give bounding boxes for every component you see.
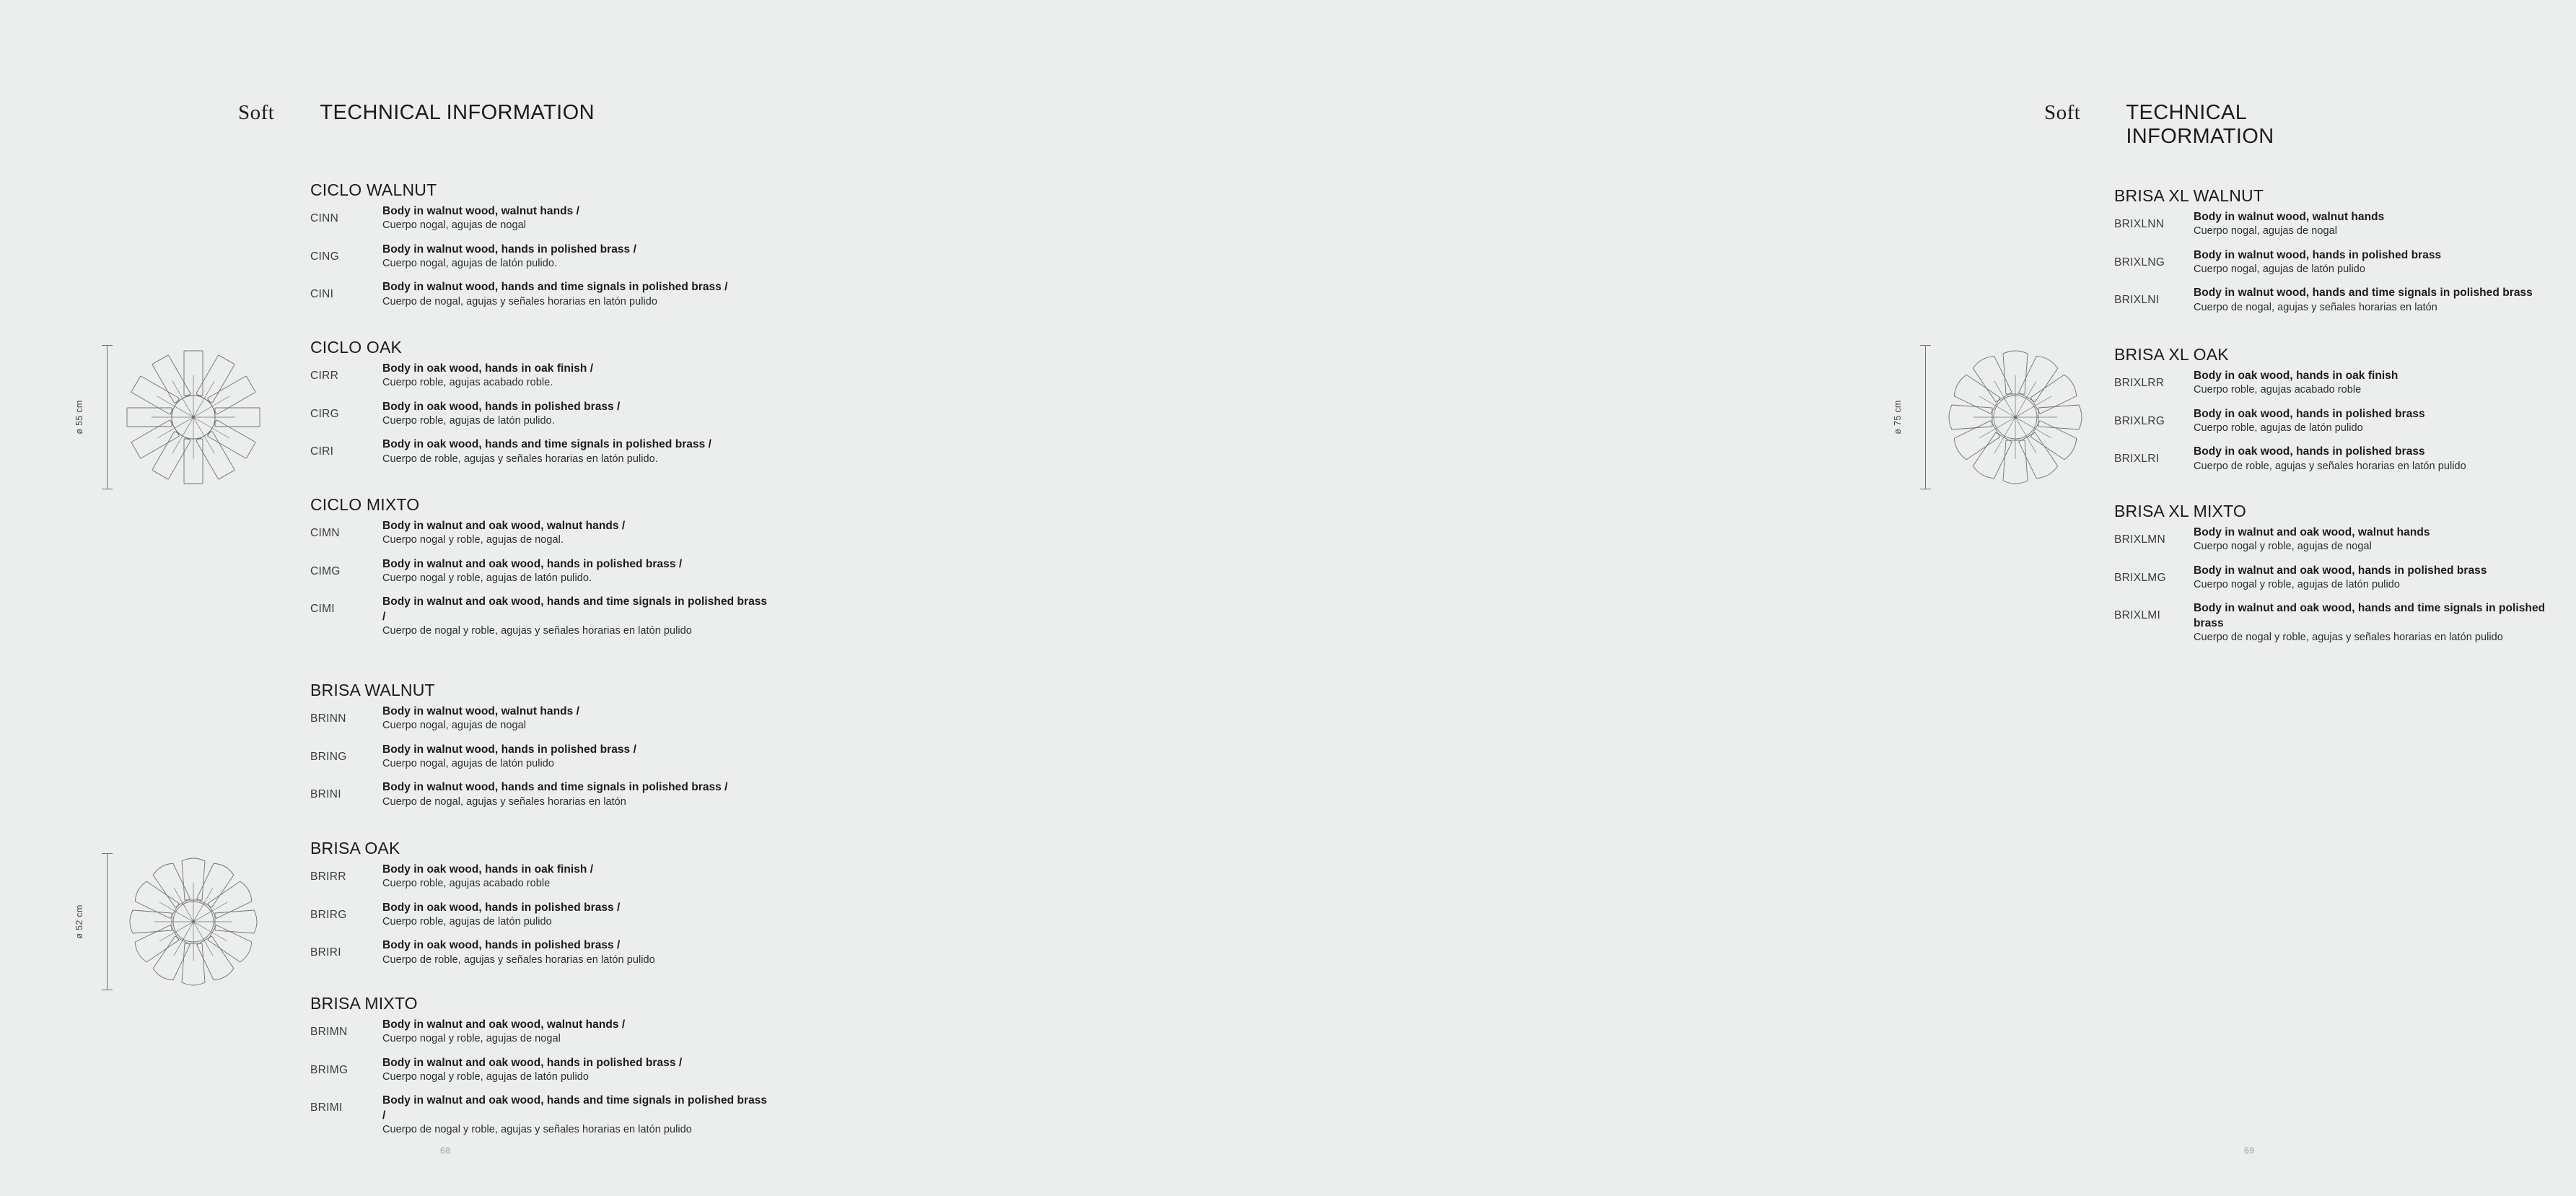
variant-code: CIMG <box>310 564 341 577</box>
variant-code: BRINI <box>310 788 341 801</box>
variant-row[interactable] <box>2114 564 2576 593</box>
variant-description-es: Cuerpo roble, agujas de latón pulido. <box>382 415 555 427</box>
group-title: BRISA XL MIXTO <box>2114 502 2247 520</box>
variant-description <box>382 1056 772 1085</box>
variant-code: BRIXLRI <box>2114 453 2160 466</box>
variant-description-es: Cuerpo roble, agujas acabado roble <box>382 878 551 890</box>
variant-code: BRIRG <box>310 908 347 921</box>
variant-description-es: Cuerpo de roble, agujas y señales horarias en latón pulido. <box>382 453 658 465</box>
variant-description-en: Body in oak wood, hands and time signals in polished brass / <box>382 438 712 451</box>
variant-description <box>2194 601 2576 645</box>
variant-description-en: Body in walnut wood, walnut hands / <box>382 205 579 217</box>
product-diagram-brisa <box>74 853 281 990</box>
variant-code: CIRI <box>310 445 334 458</box>
variant-description-en: Body in walnut wood, walnut hands / <box>382 705 579 717</box>
variant-description-en: Body in oak wood, hands in oak finish <box>2194 370 2398 382</box>
variant-description-en: Body in walnut and oak wood, hands and time signals in polished brass <box>2194 602 2546 629</box>
variant-row[interactable] <box>2114 248 2576 277</box>
variant-description-en: Body in oak wood, hands in polished brass / <box>382 901 621 914</box>
product-group-brisa-oak <box>310 839 772 977</box>
variant-description <box>2194 407 2576 436</box>
variant-code: CINI <box>310 288 334 301</box>
variant-description-es: Cuerpo de nogal, agujas y señales horarias en latón <box>382 795 626 808</box>
variant-row[interactable] <box>2114 525 2576 554</box>
variant-code: BRIRR <box>310 870 346 883</box>
page-number-left: 68 <box>440 1145 451 1156</box>
variant-description-es: Cuerpo nogal y roble, agujas de nogal <box>382 1033 561 1045</box>
variant-code: CING <box>310 250 339 263</box>
variant-description <box>2194 564 2576 593</box>
group-title: BRISA XL WALNUT <box>2114 186 2264 205</box>
dimension-indicator-brisa-xl <box>1893 345 1934 489</box>
dimension-cap-top <box>1920 345 1931 346</box>
variant-description-es: Cuerpo nogal y roble, agujas de nogal <box>2194 541 2372 553</box>
variant-description-en: Body in walnut wood, hands and time signals in polished brass / <box>382 781 728 794</box>
variant-row[interactable] <box>2114 407 2576 436</box>
variant-description <box>382 938 772 967</box>
page-header-left <box>238 101 595 125</box>
variant-row[interactable] <box>310 204 772 233</box>
variant-list <box>310 362 772 466</box>
variant-list <box>310 204 772 309</box>
product-group-brisa-mixto <box>310 994 772 1146</box>
variant-description <box>382 1094 772 1137</box>
dimension-line <box>107 345 108 489</box>
product-group-ciclo-walnut <box>310 180 772 318</box>
variant-row[interactable] <box>310 1094 772 1137</box>
variant-code: BRIMI <box>310 1101 343 1114</box>
variant-description <box>2194 525 2576 554</box>
variant-code: BRIMG <box>310 1063 349 1076</box>
variant-description-en: Body in walnut and oak wood, walnut hands <box>2194 526 2430 538</box>
variant-description-en: Body in oak wood, hands in oak finish / <box>382 863 594 876</box>
variant-row[interactable] <box>310 1056 772 1085</box>
variant-description-es: Cuerpo nogal, agujas de nogal <box>382 720 526 732</box>
brand-logo-right: Soft <box>2044 101 2081 124</box>
variant-code: BRINN <box>310 712 346 725</box>
variant-description-es: Cuerpo nogal y roble, agujas de latón pulido <box>2194 579 2400 591</box>
group-title: CICLO WALNUT <box>310 180 437 199</box>
group-title: CICLO OAK <box>310 338 403 357</box>
page-left <box>0 0 902 1196</box>
variant-description-es: Cuerpo nogal, agujas de nogal <box>382 219 526 232</box>
page-number-right: 69 <box>2244 1145 2255 1156</box>
group-title: BRISA MIXTO <box>310 994 418 1013</box>
variant-description-es: Cuerpo nogal, agujas de latón pulido <box>382 758 555 770</box>
product-group-brisa-xl-oak <box>2114 345 2576 483</box>
page-title-right: TECHNICAL INFORMATION <box>2126 101 2274 148</box>
dimension-indicator-brisa <box>74 853 115 990</box>
variant-code: BRIMN <box>310 1026 348 1038</box>
variant-description-en: Body in walnut and oak wood, hands in polished brass / <box>382 1056 683 1069</box>
variant-row[interactable] <box>2114 286 2576 315</box>
variant-description <box>382 863 772 891</box>
variant-description-en: Body in walnut wood, hands in polished brass <box>2194 248 2442 261</box>
variant-description-en: Body in oak wood, hands in polished brass / <box>382 400 621 413</box>
variant-code: BRING <box>310 750 347 763</box>
variant-row[interactable] <box>2114 210 2576 239</box>
page-header-right <box>2044 101 2274 149</box>
variant-description <box>382 204 772 233</box>
variant-description-es: Cuerpo nogal, agujas de latón pulido. <box>382 258 558 270</box>
variant-description-en: Body in walnut wood, hands and time signals in polished brass / <box>382 281 728 294</box>
variant-row[interactable] <box>2114 601 2576 645</box>
dimension-cap-top <box>102 853 113 854</box>
product-diagram-ciclo <box>74 345 281 489</box>
variant-row[interactable] <box>310 437 772 466</box>
variant-row[interactable] <box>310 519 772 548</box>
variant-row[interactable] <box>310 743 772 772</box>
variant-description <box>382 400 772 429</box>
variant-description <box>382 595 772 638</box>
variant-code: BRIXLRG <box>2114 414 2165 427</box>
variant-list <box>310 1018 772 1137</box>
variant-description-en: Body in walnut and oak wood, hands in polished brass <box>2194 564 2487 577</box>
variant-row[interactable] <box>310 1018 772 1047</box>
variant-description-es: Cuerpo roble, agujas de latón pulido <box>382 916 552 928</box>
variant-code: CIRR <box>310 370 339 382</box>
variant-list <box>2114 525 2576 645</box>
variant-row[interactable] <box>310 362 772 390</box>
brand-logo-left: Soft <box>238 101 275 124</box>
variant-code: CIMI <box>310 603 335 616</box>
page-right <box>902 0 2546 1196</box>
variant-description <box>382 280 772 309</box>
variant-description <box>2194 286 2576 315</box>
variant-list <box>310 519 772 638</box>
variant-list <box>310 863 772 967</box>
dimension-cap-top <box>102 345 113 346</box>
variant-description-es: Cuerpo de nogal, agujas y señales horarias en latón pulido <box>382 295 657 307</box>
variant-description <box>382 1018 772 1047</box>
variant-code: BRIXLNN <box>2114 218 2165 230</box>
variant-code: BRIXLMI <box>2114 609 2161 622</box>
product-group-ciclo-mixto <box>310 495 772 647</box>
product-group-brisa-xl-walnut <box>2114 186 2576 324</box>
variant-description-en: Body in walnut and oak wood, walnut hands / <box>382 1018 626 1031</box>
variant-description-es: Cuerpo de nogal y roble, agujas y señales horarias en latón pulido <box>382 1124 692 1136</box>
product-group-brisa-walnut <box>310 681 772 819</box>
variant-description <box>382 743 772 772</box>
variant-description-es: Cuerpo roble, agujas acabado roble. <box>382 377 553 389</box>
variant-description <box>382 362 772 390</box>
variant-code: BRIXLNI <box>2114 294 2160 307</box>
variant-list <box>2114 369 2576 473</box>
variant-row[interactable] <box>310 863 772 891</box>
variant-description-en: Body in oak wood, hands in polished brass <box>2194 445 2425 458</box>
variant-description-es: Cuerpo nogal y roble, agujas de nogal. <box>382 534 564 546</box>
dimension-indicator-ciclo <box>74 345 115 489</box>
variant-description-en: Body in walnut and oak wood, hands and time signals in polished brass / <box>382 1094 768 1122</box>
variant-code: CINN <box>310 212 339 224</box>
variant-description <box>2194 369 2576 398</box>
dimension-label-ciclo: ø 55 cm <box>74 400 84 435</box>
variant-row[interactable] <box>2114 445 2576 473</box>
variant-row[interactable] <box>310 557 772 586</box>
group-title: CICLO MIXTO <box>310 495 420 514</box>
variant-code: BRIXLMN <box>2114 533 2166 546</box>
dimension-line <box>1925 345 1926 489</box>
variant-description-es: Cuerpo de nogal, agujas y señales horarias en latón <box>2194 301 2437 313</box>
variant-code: BRIRI <box>310 946 341 959</box>
clock-petal-illustration-brisa-xl <box>1947 345 2084 489</box>
variant-description-en: Body in walnut wood, hands and time signals in polished brass <box>2194 287 2533 300</box>
page-title-left: TECHNICAL INFORMATION <box>320 101 595 124</box>
variant-description <box>2194 210 2576 239</box>
variant-description-en: Body in walnut and oak wood, hands and time signals in polished brass / <box>382 595 768 623</box>
group-title: BRISA OAK <box>310 839 400 857</box>
variant-row[interactable] <box>310 780 772 809</box>
variant-description <box>382 901 772 930</box>
variant-code: BRIXLNG <box>2114 256 2165 269</box>
dimension-label-brisa: ø 52 cm <box>74 904 84 939</box>
variant-row[interactable] <box>310 280 772 309</box>
variant-description-en: Body in oak wood, hands in polished brass / <box>382 939 621 952</box>
variant-description <box>382 519 772 548</box>
clock-petal-illustration-ciclo <box>128 345 258 489</box>
product-group-ciclo-oak <box>310 338 772 476</box>
variant-description-en: Body in walnut wood, hands in polished brass / <box>382 243 636 256</box>
variant-description-es: Cuerpo de roble, agujas y señales horarias en latón pulido <box>382 953 655 966</box>
dimension-line <box>107 853 108 990</box>
variant-code: BRIXLRR <box>2114 377 2165 389</box>
variant-description-en: Body in walnut and oak wood, hands in polished brass / <box>382 557 683 570</box>
variant-description-en: Body in walnut and oak wood, walnut hands / <box>382 520 626 532</box>
variant-description-es: Cuerpo nogal y roble, agujas de latón pulido. <box>382 572 592 585</box>
variant-description <box>382 243 772 271</box>
dimension-label-brisa-xl: ø 75 cm <box>1893 400 1903 435</box>
variant-description-en: Body in oak wood, hands in oak finish / <box>382 362 594 375</box>
variant-description-es: Cuerpo nogal y roble, agujas de latón pulido <box>382 1071 589 1083</box>
variant-description-en: Body in walnut wood, hands in polished brass / <box>382 743 636 756</box>
group-title: BRISA WALNUT <box>310 681 435 699</box>
variant-description-es: Cuerpo nogal, agujas de nogal <box>2194 225 2337 237</box>
variant-description <box>382 557 772 586</box>
variant-description-es: Cuerpo de roble, agujas y señales horarias en latón pulido <box>2194 460 2466 472</box>
variant-code: BRIXLMG <box>2114 571 2166 584</box>
variant-list <box>310 704 772 809</box>
variant-code: CIMN <box>310 527 340 539</box>
product-group-brisa-xl-mixto <box>2114 502 2576 654</box>
clock-petal-illustration-brisa <box>128 853 258 990</box>
variant-row[interactable] <box>2114 369 2576 398</box>
group-title: BRISA XL OAK <box>2114 345 2229 364</box>
variant-description <box>2194 445 2576 473</box>
variant-list <box>2114 210 2576 315</box>
variant-row[interactable] <box>310 400 772 429</box>
variant-description-en: Body in walnut wood, walnut hands <box>2194 211 2385 223</box>
variant-code: CIRG <box>310 407 339 420</box>
variant-description <box>382 780 772 809</box>
variant-row[interactable] <box>310 595 772 638</box>
variant-description <box>2194 248 2576 277</box>
variant-description <box>382 437 772 466</box>
variant-description-es: Cuerpo de nogal y roble, agujas y señales horarias en latón pulido <box>382 625 692 637</box>
variant-description-en: Body in oak wood, hands in polished brass <box>2194 407 2425 420</box>
variant-row[interactable] <box>310 938 772 967</box>
variant-row[interactable] <box>310 243 772 271</box>
variant-description-es: Cuerpo roble, agujas acabado roble <box>2194 384 2362 396</box>
variant-row[interactable] <box>310 704 772 733</box>
variant-row[interactable] <box>310 901 772 930</box>
variant-description <box>382 704 772 733</box>
variant-description-es: Cuerpo de nogal y roble, agujas y señales horarias en latón pulido <box>2194 632 2503 644</box>
variant-description-es: Cuerpo roble, agujas de latón pulido <box>2194 422 2363 435</box>
variant-description-es: Cuerpo nogal, agujas de latón pulido <box>2194 263 2366 276</box>
product-diagram-brisa-xl <box>1893 345 2100 489</box>
